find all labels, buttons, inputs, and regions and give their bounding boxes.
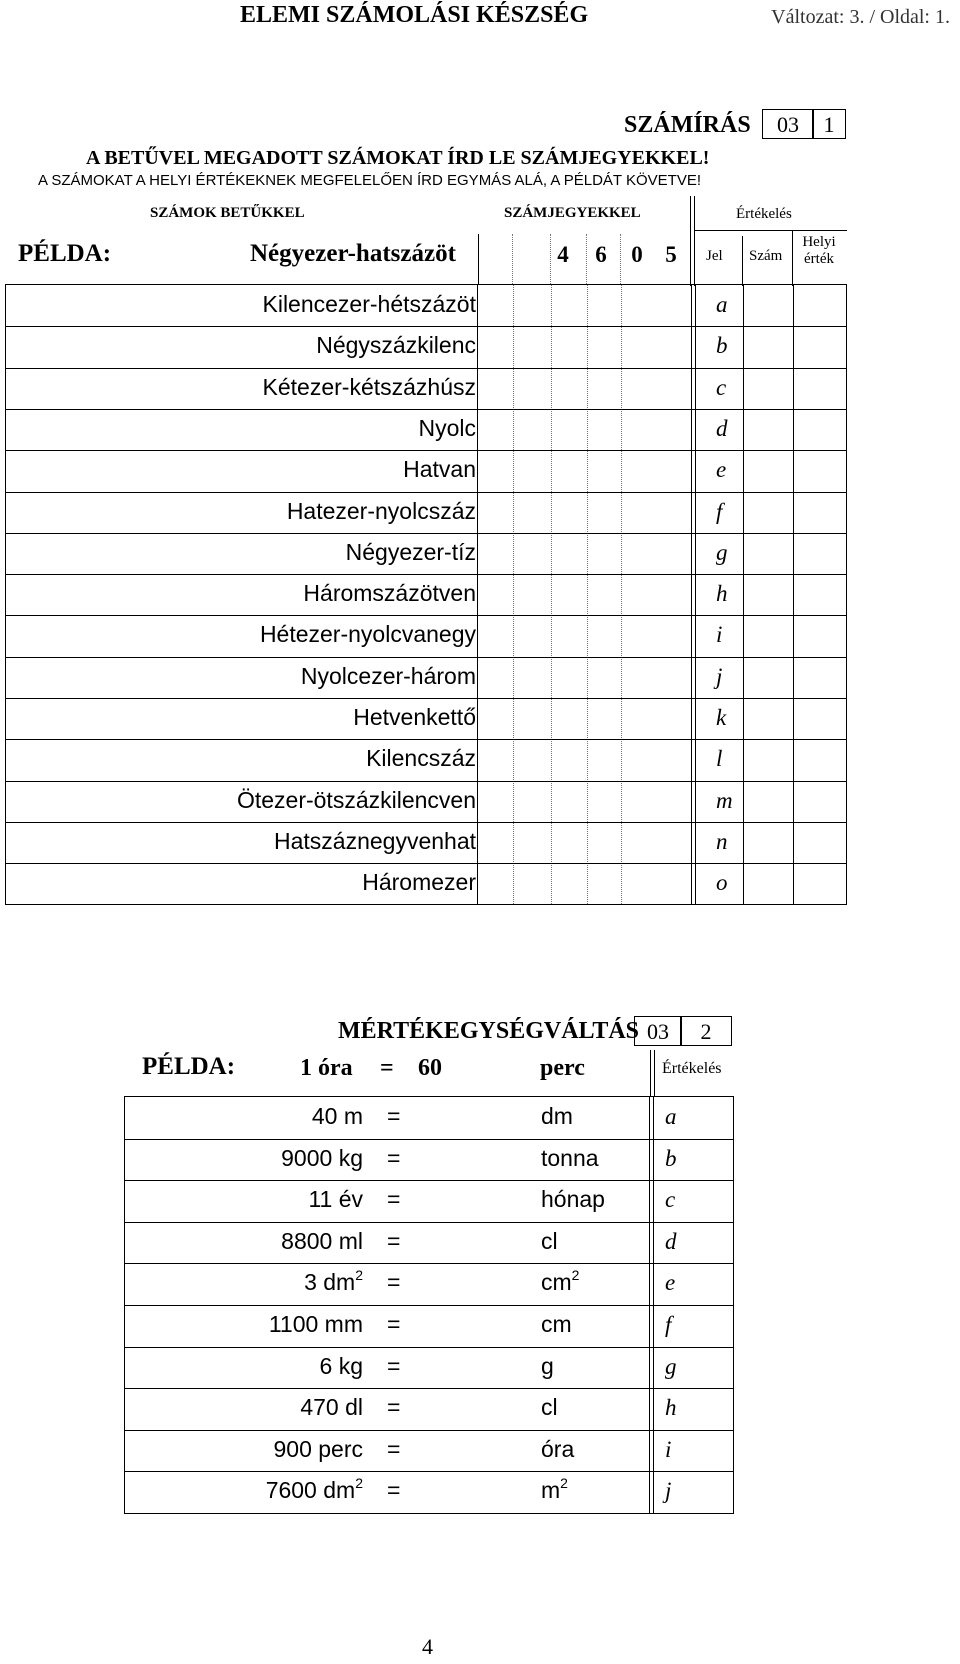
- target-unit: [541, 1145, 599, 1172]
- table-row: [125, 1180, 733, 1222]
- instruction-sub: A SZÁMOKAT A HELYI ÉRTÉKEKNEK MEGFELELŐEN ÍRD EGYMÁS ALÁ, A PÉLDÁT KÖVETVE!: [38, 172, 702, 189]
- number-in-words: Nyolcezer-három: [300, 662, 476, 689]
- row-letter: i: [716, 622, 723, 648]
- eval-divider: [690, 196, 691, 286]
- source-quantity-text: 8800 ml: [281, 1227, 363, 1254]
- source-quantity-text: 900 perc: [273, 1435, 363, 1462]
- page-number: 4: [422, 1634, 433, 1659]
- row-divider: [125, 1347, 733, 1348]
- table-row: [6, 698, 846, 739]
- equals-sign: =: [387, 1352, 401, 1379]
- row-letter: a: [665, 1104, 677, 1129]
- table-row: [125, 1471, 733, 1513]
- table-row: [6, 492, 846, 533]
- source-quantity-text: 9000 kg: [281, 1144, 363, 1171]
- target-unit: [541, 1436, 574, 1463]
- section2-title: MÉRTÉKEGYSÉGVÁLTÁS: [338, 1018, 640, 1044]
- section2-code-box: 03: [634, 1016, 682, 1046]
- equals-sign: =: [387, 1477, 401, 1504]
- row-letter: o: [716, 870, 728, 896]
- table-row: [125, 1263, 733, 1305]
- row-letter: l: [716, 746, 723, 772]
- exponent: 2: [571, 1267, 580, 1284]
- row-divider: [6, 657, 846, 658]
- example-label: PÉLDA:: [18, 240, 112, 267]
- target-unit: [541, 1103, 573, 1130]
- equals-sign: =: [387, 1103, 401, 1129]
- column-header-jel: Jel: [706, 248, 723, 264]
- source-quantity: [300, 1394, 363, 1421]
- equals-sign: =: [387, 1269, 401, 1296]
- number-in-words: Ötezer-ötszázkilencven: [236, 786, 476, 813]
- row-divider: [6, 368, 846, 369]
- table-row: [6, 533, 846, 574]
- target-unit-text: cm: [541, 1269, 572, 1296]
- column-header-szam: Szám: [749, 248, 783, 264]
- number-in-words: Háromszázötven: [303, 580, 476, 607]
- table-row: [125, 1139, 733, 1181]
- number-in-words: Háromezer: [362, 869, 476, 896]
- table-row: [6, 368, 846, 409]
- row-divider: [125, 1430, 733, 1431]
- number-in-words: Négyszázkilenc: [316, 332, 476, 359]
- row-letter: i: [665, 1436, 672, 1462]
- section2-number-box: 2: [680, 1016, 732, 1046]
- row-divider: [6, 574, 846, 575]
- source-quantity: [281, 1228, 363, 1255]
- row-divider: [6, 492, 846, 493]
- source-quantity-text: 11 év: [308, 1186, 363, 1213]
- ertek-label: érték: [804, 251, 834, 267]
- row-divider: [125, 1180, 733, 1181]
- number-in-words: Hatezer-nyolcszáz: [286, 497, 476, 524]
- row-letter: b: [716, 333, 728, 359]
- row-divider: [6, 739, 846, 740]
- example-value: 60: [418, 1055, 442, 1081]
- equals-sign: =: [387, 1144, 401, 1171]
- source-quantity-text: 3 dm: [304, 1269, 356, 1296]
- row-letter: c: [665, 1187, 676, 1213]
- example-digit: 0: [631, 242, 643, 267]
- section1-heading: [624, 109, 846, 141]
- column-header-evaluation: Értékelés: [662, 1060, 722, 1077]
- row-divider: [6, 863, 846, 864]
- row-letter: a: [716, 292, 728, 317]
- target-unit: [541, 1477, 568, 1504]
- table-row: [6, 822, 846, 863]
- target-unit: [541, 1228, 558, 1255]
- source-quantity: [273, 1436, 363, 1463]
- target-unit-text: g: [541, 1352, 554, 1379]
- example-left: 1 óra: [300, 1055, 353, 1081]
- row-divider: [6, 450, 846, 451]
- s2-eval-divider: [650, 1050, 651, 1096]
- row-letter: e: [716, 457, 727, 483]
- target-unit: [541, 1186, 605, 1213]
- column-header-digits: SZÁMJEGYEKKEL: [504, 205, 641, 221]
- row-letter: g: [665, 1353, 677, 1379]
- row-letter: d: [716, 415, 728, 441]
- source-quantity: [266, 1477, 363, 1504]
- instruction-main: A BETŰVEL MEGADOTT SZÁMOKAT ÍRD LE SZÁMJEGYEKKEL!: [86, 147, 710, 169]
- number-in-words: Kilencszáz: [366, 745, 476, 772]
- jel-divider: [742, 236, 743, 286]
- row-letter: e: [665, 1270, 676, 1296]
- row-letter: b: [665, 1145, 677, 1171]
- row-divider: [6, 533, 846, 534]
- target-unit-text: óra: [541, 1435, 575, 1462]
- source-quantity: [320, 1353, 363, 1380]
- exponent: 2: [355, 1267, 363, 1284]
- number-in-words: Kétezer-kétszázhúsz: [262, 373, 476, 400]
- row-divider: [125, 1471, 733, 1472]
- source-quantity: [312, 1103, 363, 1130]
- number-in-words: Négyezer-tíz: [345, 538, 476, 565]
- table-row: [6, 781, 846, 822]
- target-unit-text: cm: [541, 1311, 572, 1337]
- source-quantity-text: 470 dl: [300, 1394, 363, 1421]
- target-unit-text: cl: [541, 1394, 558, 1421]
- row-divider: [6, 822, 846, 823]
- target-unit-text: m: [541, 1477, 561, 1504]
- table-row: [125, 1097, 733, 1139]
- source-quantity: [304, 1269, 363, 1296]
- table-row: [6, 450, 846, 491]
- example-unit: perc: [540, 1055, 585, 1081]
- target-unit-text: cl: [541, 1227, 558, 1254]
- example-digit: 6: [595, 242, 607, 267]
- target-unit: [541, 1269, 579, 1296]
- number-in-words: Hétezer-nyolcvanegy: [259, 621, 476, 648]
- row-letter: n: [716, 828, 728, 854]
- table-row: [125, 1430, 733, 1472]
- row-divider: [6, 615, 846, 616]
- target-unit: [541, 1394, 558, 1421]
- column-header-evaluation: Értékelés: [736, 206, 792, 222]
- example-digit-sep: [512, 234, 513, 284]
- section1-code-box: 03: [762, 109, 814, 139]
- section1-title: SZÁMÍRÁS: [624, 112, 751, 138]
- target-unit: [541, 1353, 554, 1380]
- unit-conversion-table: [124, 1096, 734, 1514]
- source-quantity-text: 1100 mm: [268, 1311, 363, 1337]
- column-header-helyi-ertek: [794, 234, 844, 268]
- number-in-words: Nyolc: [418, 414, 476, 441]
- document-title: ELEMI SZÁMOLÁSI KÉSZSÉG: [240, 2, 589, 28]
- row-letter: h: [716, 581, 728, 607]
- equals-sign: =: [387, 1311, 401, 1337]
- row-divider: [125, 1222, 733, 1223]
- table-row: [6, 409, 846, 450]
- row-divider: [6, 781, 846, 782]
- row-divider: [125, 1139, 733, 1140]
- source-quantity-text: 7600 dm: [265, 1477, 356, 1504]
- row-divider: [6, 409, 846, 410]
- equals-sign: =: [387, 1394, 401, 1421]
- table-row: [6, 285, 846, 326]
- table-row: [125, 1347, 733, 1389]
- row-divider: [6, 698, 846, 699]
- column-header-letters: SZÁMOK BETŰKKEL: [150, 205, 305, 221]
- target-unit-text: tonna: [541, 1144, 599, 1171]
- equals-sign: =: [387, 1435, 401, 1462]
- row-letter: j: [665, 1478, 672, 1504]
- version-label: Változat: 3. / Oldal: 1.: [771, 6, 950, 28]
- helyi-label: Helyi: [802, 234, 836, 250]
- example-word: Négyezer-hatszázöt: [250, 240, 456, 267]
- eval-divider-double: [694, 196, 695, 286]
- source-quantity: [281, 1145, 363, 1172]
- row-letter: f: [716, 498, 723, 524]
- number-in-words: Hatvan: [403, 456, 476, 483]
- number-writing-table: [5, 284, 847, 905]
- table-row: [6, 739, 846, 780]
- example-digit-divider: [478, 234, 479, 284]
- source-quantity: [269, 1311, 363, 1338]
- table-row: [6, 863, 846, 904]
- eval-header-rule: [695, 230, 847, 231]
- table-row: [125, 1222, 733, 1264]
- row-letter: j: [716, 663, 723, 689]
- row-letter: d: [665, 1228, 677, 1254]
- source-quantity-text: 6 kg: [319, 1352, 363, 1379]
- row-letter: k: [716, 705, 727, 730]
- source-quantity-text: 40 m: [311, 1103, 363, 1129]
- table-row: [6, 574, 846, 615]
- target-unit-text: hónap: [541, 1186, 605, 1213]
- section1-number-box: 1: [812, 109, 846, 139]
- row-letter: m: [716, 787, 733, 813]
- row-divider: [125, 1263, 733, 1264]
- row-divider: [125, 1305, 733, 1306]
- equals-sign: =: [387, 1227, 401, 1254]
- number-in-words: Kilencezer-hétszázöt: [262, 291, 476, 317]
- szam-divider: [792, 230, 793, 286]
- source-quantity: [308, 1186, 363, 1213]
- row-letter: h: [665, 1395, 677, 1421]
- exponent: 2: [355, 1475, 363, 1492]
- target-unit: [541, 1311, 572, 1338]
- target-unit-text: dm: [541, 1103, 573, 1129]
- row-letter: c: [716, 374, 727, 400]
- table-row: [6, 657, 846, 698]
- table-row: [125, 1388, 733, 1430]
- table-row: [6, 615, 846, 656]
- s2-eval-divider-double: [654, 1050, 655, 1096]
- row-divider: [6, 326, 846, 327]
- table-row: [6, 326, 846, 367]
- equals-sign: =: [387, 1186, 401, 1213]
- exponent: 2: [560, 1475, 568, 1492]
- row-letter: g: [716, 539, 728, 565]
- example-label: PÉLDA:: [142, 1053, 236, 1080]
- table-row: [125, 1305, 733, 1347]
- row-divider: [125, 1388, 733, 1389]
- row-letter: f: [665, 1312, 672, 1337]
- number-in-words: Hetvenkettő: [353, 704, 476, 730]
- example-digit: 5: [665, 242, 677, 267]
- example-equals: =: [380, 1055, 394, 1081]
- number-in-words: Hatszáznegyvenhat: [273, 827, 476, 854]
- example-digit: 4: [557, 242, 569, 267]
